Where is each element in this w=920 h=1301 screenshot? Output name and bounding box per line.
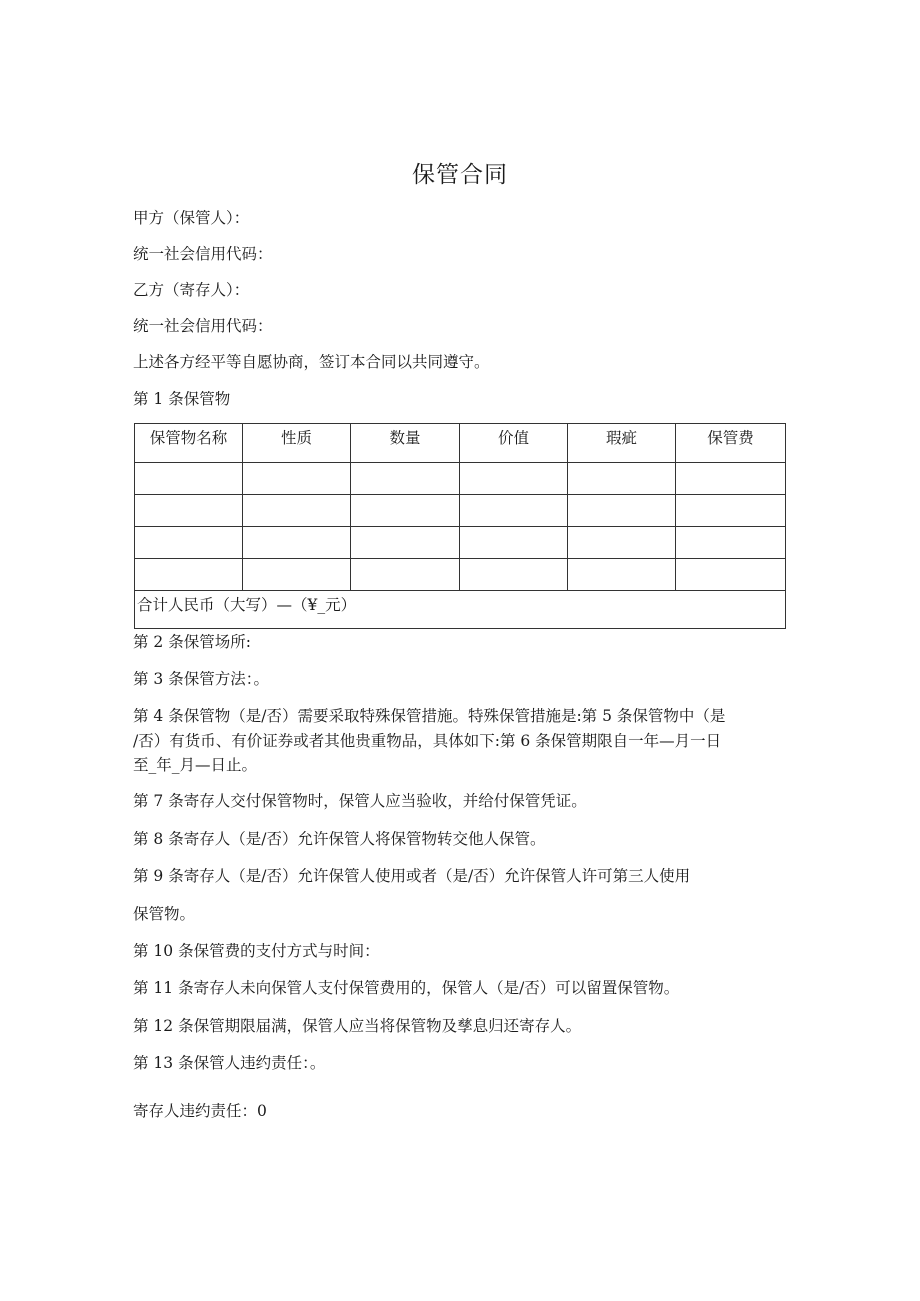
clause-7: 第 7 条寄存人交付保管物时，保管人应当验收，并给付保管凭证。 bbox=[133, 792, 587, 810]
table-cell bbox=[460, 527, 568, 559]
table-row bbox=[135, 495, 786, 527]
total-amount-cell: 合计人民币（大写）—（¥_元） bbox=[135, 591, 786, 629]
table-cell bbox=[351, 495, 460, 527]
party-a-credit-code-line: 统一社会信用代码： bbox=[133, 245, 273, 263]
table-cell bbox=[568, 559, 676, 591]
clause-4-line-2: /否）有货币、有价证券或者其他贵重物品，具体如下:第 6 条保管期限自一年—月一日 bbox=[133, 732, 722, 750]
table-cell bbox=[351, 559, 460, 591]
clause-12: 第 12 条保管期限届满，保管人应当将保管物及孳息归还寄存人。 bbox=[133, 1017, 582, 1035]
table-cell bbox=[676, 559, 786, 591]
depositor-liability: 寄存人违约责任：0 bbox=[133, 1102, 267, 1120]
table-cell bbox=[243, 463, 351, 495]
clause-10: 第 10 条保管费的支付方式与时间： bbox=[133, 942, 380, 960]
table-cell bbox=[135, 495, 243, 527]
clause-2: 第 2 条保管场所: bbox=[133, 633, 251, 651]
clause-1-heading: 第 1 条保管物 bbox=[133, 390, 231, 408]
page-title: 保管合同 bbox=[412, 162, 508, 188]
table-cell bbox=[135, 463, 243, 495]
clause-11: 第 11 条寄存人未向保管人支付保管费用的，保管人（是/否）可以留置保管物。 bbox=[133, 979, 680, 997]
table-cell bbox=[135, 527, 243, 559]
table-cell bbox=[676, 495, 786, 527]
table-cell bbox=[351, 463, 460, 495]
table-cell bbox=[243, 527, 351, 559]
table-cell bbox=[676, 463, 786, 495]
table-cell bbox=[568, 527, 676, 559]
clause-4-line-3: 至_年_月—日止。 bbox=[133, 756, 258, 774]
column-header-defects: 瑕疵 bbox=[568, 424, 676, 463]
preamble-line: 上述各方经平等自愿协商，签订本合同以共同遵守。 bbox=[133, 353, 490, 371]
table-cell bbox=[460, 559, 568, 591]
table-cell bbox=[351, 527, 460, 559]
storage-items-table bbox=[134, 423, 786, 629]
column-header-nature: 性质 bbox=[243, 424, 351, 463]
table-cell bbox=[243, 495, 351, 527]
clause-9-line-2: 保管物。 bbox=[133, 905, 196, 923]
table-cell bbox=[460, 495, 568, 527]
clause-13: 第 13 条保管人违约责任：。 bbox=[133, 1054, 326, 1072]
column-header-storage-fee: 保管费 bbox=[676, 424, 786, 463]
table-total-row bbox=[135, 591, 786, 629]
table-row bbox=[135, 527, 786, 559]
party-b-credit-code-line: 统一社会信用代码： bbox=[133, 317, 273, 335]
table-cell bbox=[460, 463, 568, 495]
clause-9-line-1: 第 9 条寄存人（是/否）允许保管人使用或者（是/否）允许保管人许可第三人使用 bbox=[133, 867, 691, 885]
table-header-row bbox=[135, 424, 786, 463]
column-header-quantity: 数量 bbox=[351, 424, 460, 463]
table-cell bbox=[243, 559, 351, 591]
table-cell bbox=[568, 495, 676, 527]
clause-8: 第 8 条寄存人（是/否）允许保管人将保管物转交他人保管。 bbox=[133, 830, 546, 848]
party-a-line: 甲方（保管人）： bbox=[133, 209, 250, 227]
table-row bbox=[135, 463, 786, 495]
table-cell bbox=[568, 463, 676, 495]
party-b-line: 乙方（寄存人）： bbox=[133, 281, 250, 299]
column-header-value: 价值 bbox=[460, 424, 568, 463]
column-header-item-name: 保管物名称 bbox=[135, 424, 243, 463]
table-cell bbox=[135, 559, 243, 591]
clause-3: 第 3 条保管方法：。 bbox=[133, 670, 269, 688]
table-cell bbox=[676, 527, 786, 559]
table-row bbox=[135, 559, 786, 591]
clause-4-line-1: 第 4 条保管物（是/否）需要采取特殊保管措施。特殊保管措施是:第 5 条保管物中（是 bbox=[133, 707, 726, 725]
